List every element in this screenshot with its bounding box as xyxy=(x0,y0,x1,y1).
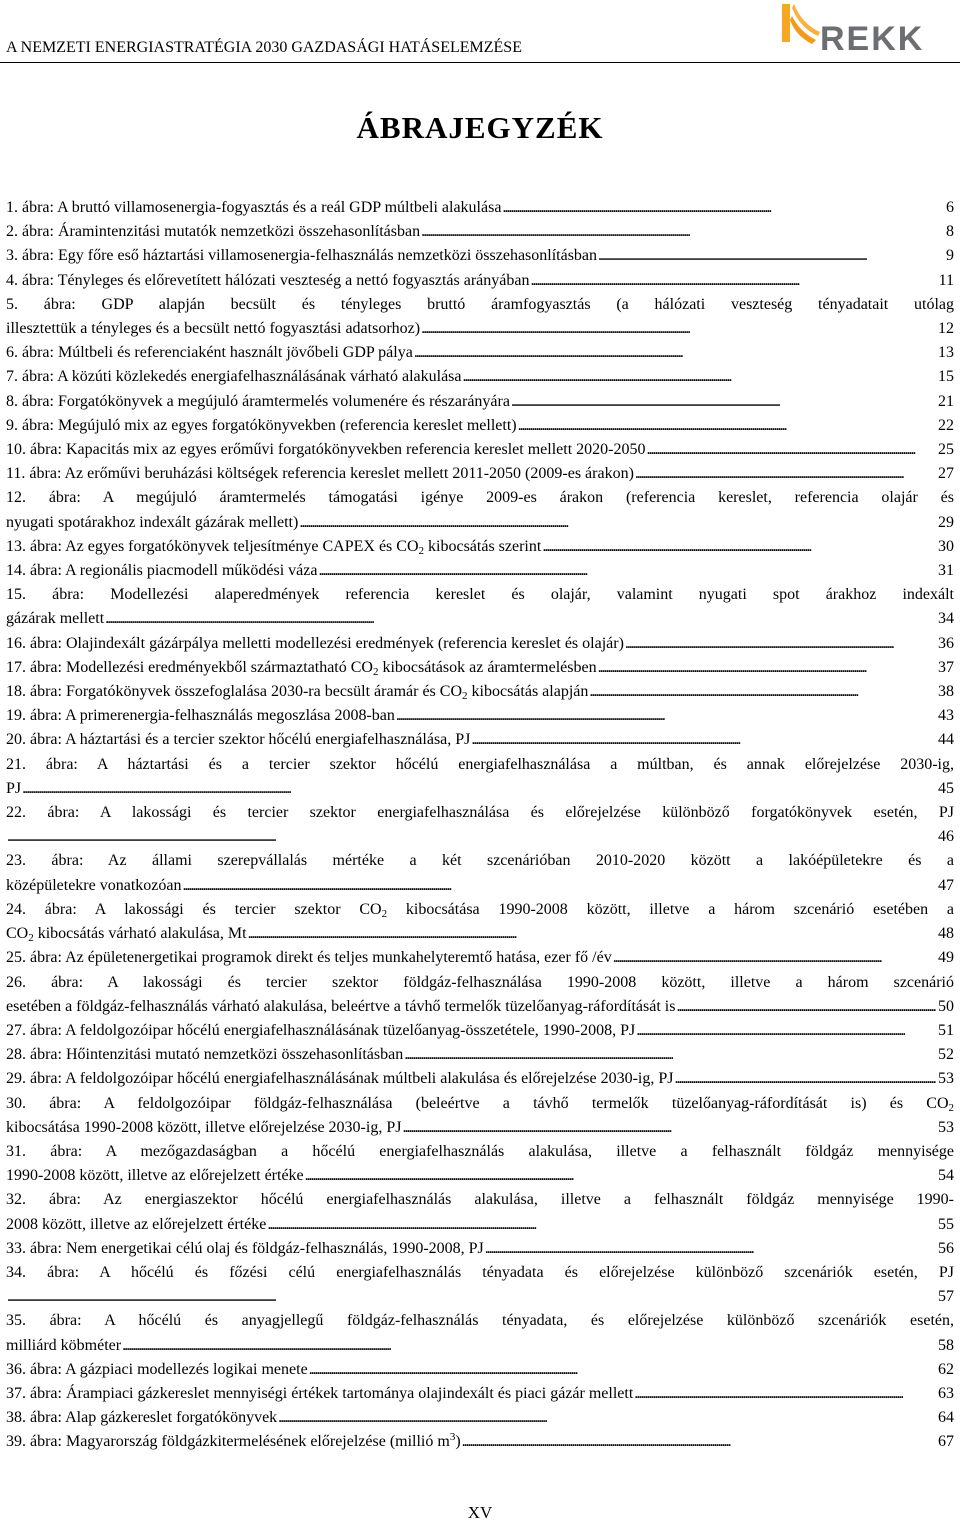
toc-entry-label: 18. ábra: Forgatókönyvek összefoglalása 2030-ra becsült áramár és CO xyxy=(6,683,463,701)
toc-entry-line xyxy=(6,1116,954,1140)
toc-entry[interactable] xyxy=(6,583,954,631)
toc-page-number: 9 xyxy=(946,247,954,265)
toc-entry-text xyxy=(6,196,501,220)
toc-entry-text xyxy=(6,1430,461,1454)
toc-entry-text xyxy=(6,1116,401,1140)
toc-entry-line xyxy=(6,1334,954,1358)
leader-dots xyxy=(462,365,936,389)
leader-dots xyxy=(612,946,936,970)
toc-entry[interactable] xyxy=(6,486,954,534)
toc-entry[interactable] xyxy=(6,365,954,389)
toc-entry-text xyxy=(6,559,317,583)
toc-page-number: 43 xyxy=(938,707,954,725)
toc-entry-text xyxy=(6,244,597,268)
toc-entry-label: 20. ábra: A háztartási és a tercier szektor hőcélú energiafelhasználása, PJ xyxy=(6,731,471,749)
leader-dots xyxy=(588,680,936,704)
toc-entry[interactable] xyxy=(6,1382,954,1406)
toc-entry-text xyxy=(6,1213,266,1237)
leader-dots xyxy=(395,704,936,728)
toc-entry[interactable] xyxy=(6,1043,954,1067)
toc-entry-line xyxy=(6,511,954,535)
toc-entry[interactable] xyxy=(6,269,954,293)
toc-entry-text xyxy=(6,341,413,365)
toc-page-number: 64 xyxy=(938,1409,954,1427)
toc-entry-text xyxy=(6,1237,484,1261)
toc-page-number: 37 xyxy=(938,658,954,676)
leader-dots xyxy=(6,825,936,849)
toc-entry-label: 25. ábra: Az épületenergetikai programok direkt és teljes munkahelyteremtő hatása, ezer fő /év xyxy=(6,949,612,967)
toc-entry-text xyxy=(6,632,624,656)
toc-entry-text xyxy=(6,1164,304,1188)
toc-page-number: 54 xyxy=(938,1167,954,1185)
toc-entry-line xyxy=(6,1164,954,1188)
toc-entry-label-cont: ) xyxy=(455,1433,461,1451)
header-title: A NEMZETI ENERGIASTRATÉGIA 2030 GAZDASÁGI HATÁSELEMZÉSE xyxy=(6,39,522,56)
leader-dots xyxy=(266,1213,936,1237)
toc-entry-line xyxy=(6,220,954,244)
toc-page-number: 63 xyxy=(938,1384,954,1402)
toc-entry-first-line: 23. ábra: Az állami szerepvállalás mértéke a két szcenárióban 2010-2020 között a lakóépületekre és a xyxy=(6,852,954,870)
toc-entry-first-line: 21. ábra: A háztartási és a tercier szektor hőcélú energiafelhasználása a múltban, és annak előrejelzése 2030-ig, xyxy=(6,755,954,773)
toc-entry[interactable] xyxy=(6,946,954,970)
toc-page-number: 36 xyxy=(938,634,954,652)
toc-entry-label: 7. ábra: A közúti közlekedés energiafelhasználásának várható alakulása xyxy=(6,368,462,386)
toc-entry-line xyxy=(6,1067,954,1091)
toc-entry-label: 2. ábra: Áramintenzitási mutatók nemzetközi összehasonlításban xyxy=(6,223,421,241)
leader-dots xyxy=(633,1382,936,1406)
leader-dots xyxy=(304,1164,936,1188)
toc-entry[interactable] xyxy=(6,728,954,752)
toc-entry-line xyxy=(6,341,954,365)
toc-entry-text xyxy=(6,656,597,680)
toc-entry-line xyxy=(6,1430,954,1454)
toc-entry-label: 28. ábra: Hőintenzitási mutató nemzetközi összehasonlításban xyxy=(6,1046,404,1064)
toc-entry[interactable] xyxy=(6,849,954,897)
superscript: 3 xyxy=(449,1431,456,1444)
toc-entry[interactable] xyxy=(6,801,954,849)
toc-entry-text xyxy=(6,1019,635,1043)
toc-page-number: 11 xyxy=(938,271,954,289)
toc-entry[interactable] xyxy=(6,414,954,438)
toc-entry-label: 9. ábra: Megújuló mix az egyes forgatókönyvekben (referencia kereslet mellett) xyxy=(6,416,517,434)
leader-dots xyxy=(529,269,936,293)
toc-page-number: 25 xyxy=(938,441,954,459)
toc-entry-text xyxy=(6,1382,633,1406)
toc-page-number: 46 xyxy=(938,828,954,846)
leader-dots xyxy=(624,632,936,656)
leader-dots xyxy=(510,390,936,414)
toc-entry-text xyxy=(6,317,420,341)
toc-entry[interactable] xyxy=(6,1067,954,1091)
page-title: ÁBRAJEGYZÉK xyxy=(356,110,604,145)
toc-entry[interactable] xyxy=(6,1092,954,1140)
toc-entry-label-cont: kibocsátások az áramtermelésben xyxy=(378,658,597,676)
toc-entry-first-line: 32. ábra: Az energiaszektor hőcélú energiafelhasználás alakulása, illetve a felhasznált földgáz mennyisége 1990- xyxy=(6,1191,954,1209)
toc-entry-line xyxy=(6,680,954,704)
toc-page-number: 8 xyxy=(946,223,954,241)
toc-entry[interactable] xyxy=(6,293,954,341)
toc-entry-label: 16. ábra: Olajindexált gázárpálya melletti modellezési eredmények (referencia kereslet és olajár) xyxy=(6,634,624,652)
toc-page-number: 22 xyxy=(938,416,954,434)
leader-dots xyxy=(634,462,936,486)
toc-entry[interactable] xyxy=(6,462,954,486)
toc-entry-label: 27. ábra: A feldolgozóipar hőcélú energiafelhasználásának tüzelőanyag-összetétele, 1990-2008, PJ xyxy=(6,1021,636,1039)
toc-entry-label: 1. ábra: A bruttó villamosenergia-fogyasztás és a reál GDP múltbeli alakulása xyxy=(6,199,502,216)
toc-entry[interactable] xyxy=(6,559,954,583)
toc-entry-text xyxy=(6,704,395,728)
logo-text: REKK xyxy=(820,20,925,58)
toc-entry-line xyxy=(6,632,954,656)
leader-dots xyxy=(461,1430,936,1454)
subscript: 2 xyxy=(381,907,388,920)
toc-entry[interactable] xyxy=(6,1358,954,1382)
leader-dots xyxy=(247,922,936,946)
toc-entry[interactable] xyxy=(6,196,954,220)
toc-page-number: 49 xyxy=(938,949,954,967)
toc-entry-line xyxy=(6,922,954,946)
toc-entry-line xyxy=(6,825,954,849)
toc-entry[interactable] xyxy=(6,1406,954,1430)
toc-entry-first-line: 34. ábra: A hőcélú és főzési célú energiafelhasználás tényadata és előrejelzése különböző szcenáriók esetén, PJ xyxy=(6,1263,954,1281)
toc-entry-line xyxy=(6,946,954,970)
toc-entry[interactable] xyxy=(6,898,954,946)
toc-entry[interactable] xyxy=(6,1237,954,1261)
toc-entry-label: középületekre vonatkozóan xyxy=(6,876,182,894)
toc-entry-label: 6. ábra: Múltbeli és referenciaként használt jövőbeli GDP pálya xyxy=(6,344,413,362)
toc-page-number: 13 xyxy=(938,344,954,362)
toc-entry[interactable] xyxy=(6,1140,954,1188)
leader-dots xyxy=(298,511,936,535)
toc-entry-label: PJ xyxy=(6,779,22,797)
toc-entry-label: 4. ábra: Tényleges és előrevetített hálózati veszteség a nettó fogyasztás arányában xyxy=(6,271,530,289)
toc-entry[interactable] xyxy=(6,220,954,244)
toc-entry-text xyxy=(6,1067,673,1091)
toc-entry-label: 2008 között, illetve az előrejelzett értéke xyxy=(6,1215,267,1233)
toc-entry[interactable] xyxy=(6,1261,954,1309)
toc-entry-line xyxy=(6,1406,954,1430)
toc-entry-line xyxy=(6,1237,954,1261)
subscript: 2 xyxy=(462,690,468,703)
toc-entry-line xyxy=(6,244,954,268)
toc-entry-label: 14. ábra: A regionális piacmodell működési váza xyxy=(6,562,318,580)
leader-dots xyxy=(121,1334,936,1358)
toc-entry-line xyxy=(6,607,954,631)
toc-entry[interactable] xyxy=(6,438,954,462)
toc-entry-text xyxy=(6,438,645,462)
toc-entry-line xyxy=(6,1213,954,1237)
toc-entry-text xyxy=(6,607,104,631)
toc-entry-line xyxy=(6,414,954,438)
leader-dots xyxy=(413,341,936,365)
leader-dots xyxy=(308,1358,936,1382)
toc-entry-text xyxy=(6,462,634,486)
toc-page-number: 67 xyxy=(938,1433,954,1451)
toc-entry-label: 39. ábra: Magyarország földgázkitermelésének előrejelzése (millió m xyxy=(6,1433,450,1451)
toc-page-number: 51 xyxy=(938,1021,954,1039)
toc-entry-text xyxy=(6,922,247,946)
toc-entry-label: 19. ábra: A primerenergia-felhasználás megoszlása 2008-ban xyxy=(6,707,395,725)
toc-entry-text xyxy=(6,365,462,389)
toc-entry-line xyxy=(6,365,954,389)
subscript: 2 xyxy=(372,665,379,678)
toc-entry[interactable] xyxy=(6,753,954,801)
leader-dots xyxy=(675,995,936,1019)
toc-entry[interactable] xyxy=(6,341,954,365)
toc-page-number: 15 xyxy=(938,368,954,386)
toc-entry-line xyxy=(6,995,954,1019)
toc-entry-line xyxy=(6,196,954,220)
toc-entry-text xyxy=(6,269,529,293)
toc-entry-label: 11. ábra: Az erőművi beruházási költségek referencia kereslet mellett 2011-2050 (2009-es árakon) xyxy=(6,465,634,483)
toc-entry-text xyxy=(6,511,298,535)
leader-dots xyxy=(645,438,936,462)
toc-entry[interactable] xyxy=(6,656,954,680)
toc-entry[interactable] xyxy=(6,632,954,656)
toc-page-number: 48 xyxy=(938,925,954,943)
leader-dots xyxy=(484,1237,936,1261)
toc-entry-label: nyugati spotárakhoz indexált gázárak mellett) xyxy=(6,513,299,531)
toc-entry-line xyxy=(6,656,954,680)
toc-page-number: 34 xyxy=(938,610,954,628)
toc-entry-text: 24. ábra: A lakossági és tercier szektor CO xyxy=(6,900,382,918)
toc-entry-first-line: 26. ábra: A lakossági és tercier szektor földgáz-felhasználása 1990-2008 között, illetve a három szcenárió xyxy=(6,973,954,991)
toc-entry-line xyxy=(6,438,954,462)
toc-entry-first-line: 31. ábra: A mezőgazdaságban a hőcélú energiafelhasználás alakulása, illetve a felhasznált földgáz mennyisége xyxy=(6,1142,954,1160)
toc-entry-line xyxy=(6,462,954,486)
toc-entry-text xyxy=(6,728,470,752)
toc-page-number: 38 xyxy=(938,683,954,701)
toc-entry[interactable] xyxy=(6,1188,954,1236)
toc-entry-line xyxy=(6,390,954,414)
toc-page-number: 52 xyxy=(938,1046,954,1064)
toc-entry[interactable] xyxy=(6,535,954,559)
toc-entry-first-line: 35. ábra: A hőcélú és anyagjellegű földgáz-felhasználás tényadata, és előrejelzése különböző szcenáriók esetén, xyxy=(6,1312,954,1330)
toc-page-number: 31 xyxy=(938,562,954,580)
rekk-logo xyxy=(776,2,958,58)
toc-entry-line xyxy=(6,535,954,559)
toc-entry[interactable] xyxy=(6,704,954,728)
leader-dots xyxy=(317,559,936,583)
leader-dots xyxy=(181,874,936,898)
leader-dots xyxy=(470,728,936,752)
leader-dots xyxy=(277,1406,936,1430)
leader-dots xyxy=(104,607,936,631)
toc-entry-text: kibocsátása 1990-2008 között, illetve a három szcenárió esetében a xyxy=(387,900,954,918)
toc-entry-line xyxy=(6,777,954,801)
page-number: XV xyxy=(467,1503,493,1522)
toc-entry-text xyxy=(6,946,612,970)
leader-dots xyxy=(401,1116,936,1140)
toc-page-number: 44 xyxy=(938,731,954,749)
toc-page-number: 6 xyxy=(946,199,954,216)
toc-entry-label-cont: kibocsátás alapján xyxy=(467,683,589,701)
table-of-figures xyxy=(6,196,954,1455)
toc-page-number: 53 xyxy=(938,1070,954,1088)
toc-page-number: 57 xyxy=(938,1288,954,1306)
toc-entry-label: 10. ábra: Kapacitás mix az egyes erőművi forgatókönyvekben referencia kereslet mellett 2020-2050 xyxy=(6,441,646,459)
toc-entry-text xyxy=(6,1406,277,1430)
toc-entry-first-line xyxy=(6,898,954,922)
toc-entry-label: 13. ábra: Az egyes forgatókönyvek teljesítménye CAPEX és CO xyxy=(6,537,419,555)
toc-entry-line xyxy=(6,874,954,898)
toc-entry-label: gázárak mellett xyxy=(6,610,105,628)
toc-entry[interactable] xyxy=(6,390,954,414)
toc-entry-text: 30. ábra: A feldolgozóipar földgáz-felhasználása (beleértve a távhő termelők tüzelőanyag-ráfordítását is) és CO xyxy=(6,1094,949,1112)
toc-entry-first-line xyxy=(6,1092,954,1116)
subscript: 2 xyxy=(418,544,425,557)
toc-entry-label: 38. ábra: Alap gázkereslet forgatókönyvek xyxy=(6,1409,278,1427)
toc-page-number: 62 xyxy=(938,1360,954,1378)
toc-entry-label: esetében a földgáz-felhasználás várható alakulása, beleértve a távhő termelők tüzelőanyag-ráfordítását is xyxy=(6,997,676,1015)
toc-entry-label: 3. ábra: Egy főre eső háztartási villamosenergia-felhasználás nemzetközi összehasonlításban xyxy=(6,247,598,265)
toc-entry-text xyxy=(6,874,181,898)
toc-entry-text xyxy=(6,414,517,438)
toc-entry-label: CO xyxy=(6,925,29,943)
toc-entry-label: kibocsátása 1990-2008 között, illetve előrejelzése 2030-ig, PJ xyxy=(6,1118,402,1136)
toc-page-number: 47 xyxy=(938,876,954,894)
leader-dots xyxy=(501,196,944,220)
toc-entry-line xyxy=(6,1285,954,1309)
page-header xyxy=(0,0,960,63)
toc-page-number: 58 xyxy=(938,1336,954,1354)
toc-entry[interactable] xyxy=(6,971,954,1019)
toc-entry-line xyxy=(6,728,954,752)
toc-entry-text xyxy=(6,390,510,414)
toc-entry-label: 17. ábra: Modellezési eredményekből származtatható CO xyxy=(6,658,373,676)
toc-entry-line xyxy=(6,1043,954,1067)
toc-entry-text xyxy=(6,1358,308,1382)
toc-entry-text xyxy=(6,220,420,244)
toc-entry-text xyxy=(6,1043,403,1067)
toc-page-number: 55 xyxy=(938,1215,954,1233)
leader-dots xyxy=(635,1019,936,1043)
leader-dots xyxy=(420,220,944,244)
toc-entry-first-line: 12. ábra: A megújuló áramtermelés támogatási igénye 2009-es árakon (referencia kereslet, referencia olajár és xyxy=(6,489,954,507)
toc-entry-first-line: 15. ábra: Modellezési alaperedmények referencia kereslet és olajár, valamint nyugati spot árakhoz indexált xyxy=(6,586,954,604)
leader-dots xyxy=(597,656,936,680)
toc-page-number: 53 xyxy=(938,1118,954,1136)
leader-dots xyxy=(6,1285,936,1309)
toc-entry-label: milliárd köbméter xyxy=(6,1336,122,1354)
subscript: 2 xyxy=(28,932,34,945)
toc-entry-label: 1990-2008 között, illetve az előrejelzett értéke xyxy=(6,1167,304,1185)
leader-dots xyxy=(673,1067,936,1091)
toc-entry-text xyxy=(6,680,588,704)
toc-page-number: 12 xyxy=(938,320,954,338)
toc-entry-line xyxy=(6,1382,954,1406)
toc-entry-label: 37. ábra: Árampiaci gázkereslet mennyiségi értékek tartománya olajindexált és piaci gázár mellett xyxy=(6,1384,634,1402)
toc-entry-label: illesztettük a tényleges és a becsült nettó fogyasztási adatsorhoz) xyxy=(6,320,421,338)
toc-entry-label: 8. ábra: Forgatókönyvek a megújuló áramtermelés volumenére és részarányára xyxy=(6,392,510,410)
leader-dots xyxy=(403,1043,936,1067)
toc-entry-line xyxy=(6,1019,954,1043)
toc-entry-text xyxy=(6,535,541,559)
leader-dots xyxy=(517,414,936,438)
toc-page-number: 50 xyxy=(938,997,954,1015)
toc-entry-label-cont: kibocsátás várható alakulása, Mt xyxy=(33,925,247,943)
toc-entry-first-line: 22. ábra: A lakossági és tercier szektor energiafelhasználása és előrejelzése különböző forgatókönyvek esetén, PJ xyxy=(6,804,954,822)
toc-entry[interactable] xyxy=(6,244,954,268)
toc-page-number: 27 xyxy=(938,465,954,483)
toc-page-number: 21 xyxy=(938,392,954,410)
toc-entry-line xyxy=(6,1358,954,1382)
toc-entry[interactable] xyxy=(6,1019,954,1043)
toc-page-number: 29 xyxy=(938,513,954,531)
leader-dots xyxy=(21,777,936,801)
toc-entry-label: 33. ábra: Nem energetikai célú olaj és földgáz-felhasználás, 1990-2008, PJ xyxy=(6,1239,484,1257)
toc-entry-first-line: 5. ábra: GDP alapján becsült és tényleges bruttó áramfogyasztás (a hálózati veszteség tényadatait utólag xyxy=(6,295,954,313)
toc-entry[interactable] xyxy=(6,680,954,704)
leader-dots xyxy=(420,317,936,341)
toc-entry-text xyxy=(6,1334,121,1358)
toc-entry-label: 36. ábra: A gázpiaci modellezés logikai menete xyxy=(6,1360,308,1378)
toc-entry-text xyxy=(6,777,21,801)
toc-entry-line xyxy=(6,269,954,293)
toc-entry-label: 29. ábra: A feldolgozóipar hőcélú energiafelhasználásának múltbeli alakulása és előrejelzése 2030-ig, PJ xyxy=(6,1070,674,1088)
leader-dots xyxy=(597,244,944,268)
toc-page-number: 56 xyxy=(938,1239,954,1257)
leader-dots xyxy=(541,535,936,559)
toc-entry-text xyxy=(6,995,675,1019)
toc-entry-line xyxy=(6,704,954,728)
toc-page-number: 45 xyxy=(938,779,954,797)
toc-entry[interactable] xyxy=(6,1430,954,1454)
subscript: 2 xyxy=(948,1101,954,1114)
toc-page-number: 30 xyxy=(938,537,954,555)
toc-entry[interactable] xyxy=(6,1309,954,1357)
toc-entry-line xyxy=(6,559,954,583)
toc-entry-line xyxy=(6,317,954,341)
toc-entry-label-cont: kibocsátás szerint xyxy=(424,537,542,555)
